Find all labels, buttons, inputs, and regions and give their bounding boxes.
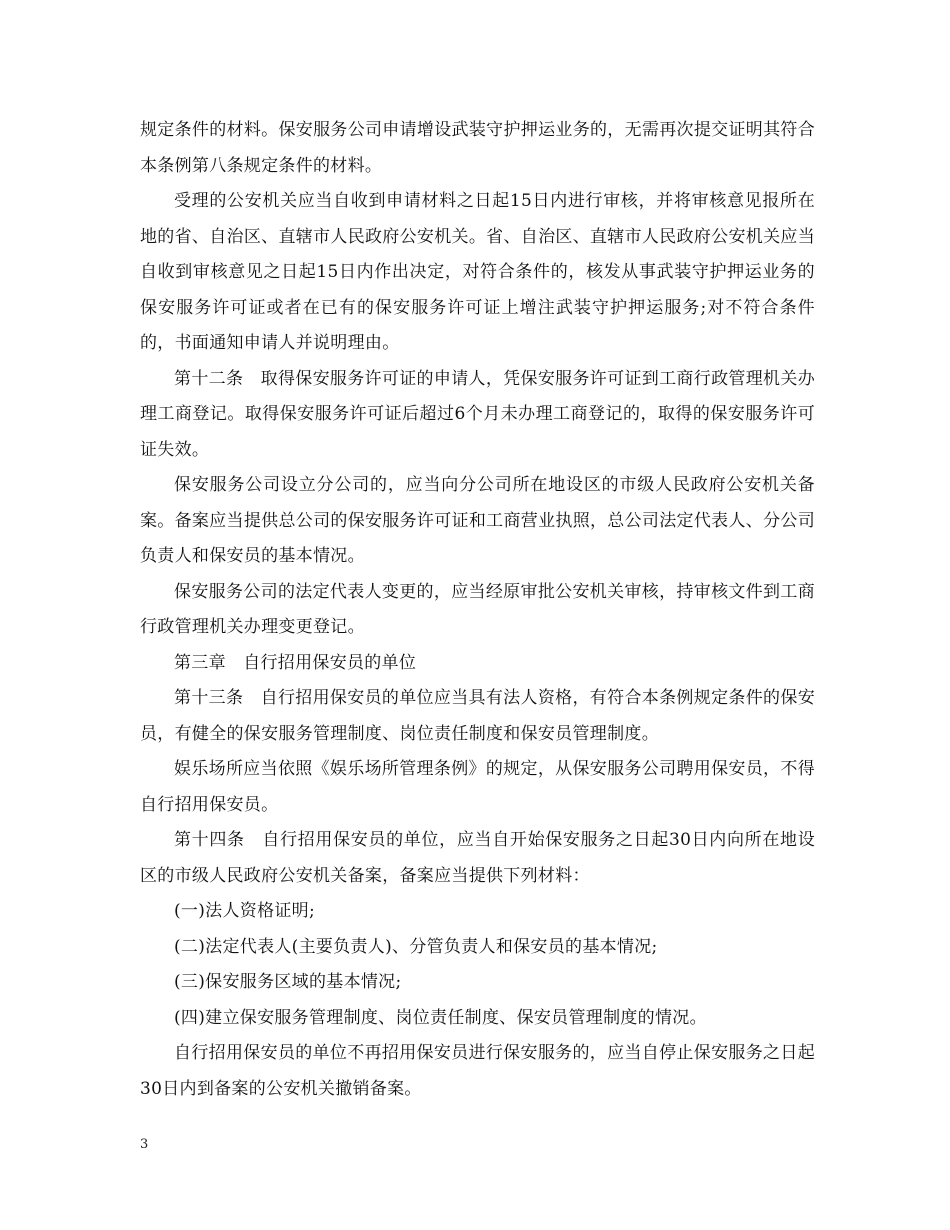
list-item: (二)法定代表人(主要负责人)、分管负责人和保安员的基本情况; xyxy=(174,936,658,957)
list-item: (四)建立保安服务管理制度、岗位责任制度、保安员管理制度的情况。 xyxy=(174,1007,707,1028)
list-item: (三)保安服务区域的基本情况; xyxy=(174,972,402,992)
article-13-paragraph: 第十三条 自行招用保安员的单位应当具有法人资格，有符合本条例规定条件的保安员，有健全的保安服务管理制度、岗位责任制度和保安员管理制度。 xyxy=(140,688,815,744)
article-12-paragraph: 第十二条 取得保安服务许可证的申请人，凭保安服务许可证到工商行政管理机关办理工商登记。取得保安服务许可证后超过6个月未办理工商登记的，取得的保安服务许可证失效。 xyxy=(140,368,815,460)
paragraph: 娱乐场所应当依照《娱乐场所管理条例》的规定，从保安服务公司聘用保安员，不得自行招用保安员。 xyxy=(140,759,815,815)
list-item: (一)法人资格证明; xyxy=(174,901,315,921)
chapter-3-heading: 第三章 自行招用保安员的单位 xyxy=(174,652,417,673)
paragraph: 保安服务公司的法定代表人变更的，应当经原审批公安机关审核，持审核文件到工商行政管理机关办理变更登记。 xyxy=(140,581,815,637)
paragraph: 受理的公安机关应当自收到申请材料之日起15日内进行审核，并将审核意见报所在地的省、自治区、直辖市人民政府公安机关。省、自治区、直辖市人民政府公安机关应当自收到审核意见之日起15日内作出决定，对符合条件的，核发从事武装守护押运业务的保安服务许可证或者在已有的保安服务许可证上增注武装守护押运服务;对不符合条件的，书面通知申请人并说明理由。 xyxy=(140,191,815,353)
page-number: 3 xyxy=(140,1137,149,1152)
paragraph-continuation: 规定条件的材料。保安服务公司申请增设武装守护押运业务的，无需再次提交证明其符合本条例第八条规定条件的材料。 xyxy=(140,120,815,176)
article-14-paragraph: 第十四条 自行招用保安员的单位，应当自开始保安服务之日起30日内向所在地设区的市级人民政府公安机关备案，备案应当提供下列材料： xyxy=(140,830,815,886)
document-body xyxy=(140,113,815,1107)
paragraph: 保安服务公司设立分公司的，应当向分公司所在地设区的市级人民政府公安机关备案。备案应当提供总公司的保安服务许可证和工商营业执照，总公司法定代表人、分公司负责人和保安员的基本情况。 xyxy=(140,475,815,566)
paragraph: 自行招用保安员的单位不再招用保安员进行保安服务的，应当自停止保安服务之日起30日内到备案的公安机关撤销备案。 xyxy=(140,1043,815,1099)
